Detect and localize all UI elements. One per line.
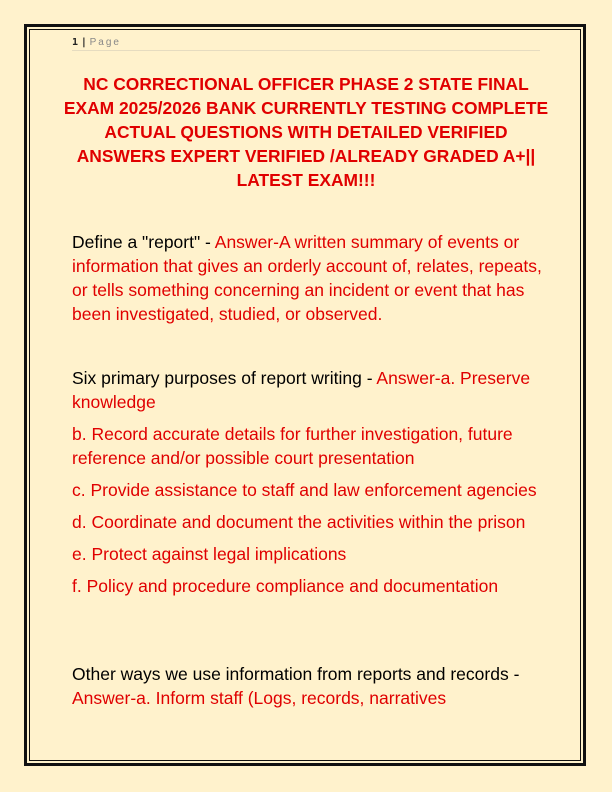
- list-item: b. Record accurate details for further investigation, future reference and/or possible court presentation: [72, 424, 513, 468]
- list-item: c. Provide assistance to staff and law enforcement agencies: [72, 480, 537, 500]
- answer: Answer-a. Inform staff (Logs, records, narratives: [72, 688, 447, 708]
- question: Six primary purposes of report writing -: [72, 368, 377, 388]
- question: Define a "report" -: [72, 232, 215, 252]
- page-number: 1: [72, 37, 79, 48]
- list-item: f. Policy and procedure compliance and documentation: [72, 576, 499, 596]
- page-header: [72, 37, 540, 51]
- answer: Answer-a. Preserve knowledge: [72, 368, 531, 412]
- question: Other ways we use information from reports and records -: [72, 664, 520, 684]
- answer: Answer-A written summary of events or information that gives an orderly account of, relates, repeats, or tells something concerning an incident or event that has been investigated, studied, or observed.: [72, 232, 542, 324]
- qa-item-report-definition: [72, 230, 552, 326]
- document-title: NC CORRECTIONAL OFFICER PHASE 2 STATE FINAL EXAM 2025/2026 BANK CURRENTLY TESTING COMPLETE ACTUAL QUESTIONS WITH DETAILED VERIFIED ANSWERS EXPERT VERIFIED /ALREADY GRADED A+|| LATEST EXAM!!!: [63, 74, 549, 190]
- qa-item-report-uses: [72, 662, 552, 710]
- qa-item-report-purposes: [72, 366, 552, 598]
- page-separator: |: [80, 37, 87, 48]
- list-item: d. Coordinate and document the activities within the prison: [72, 512, 526, 532]
- page-label: Page: [89, 37, 121, 48]
- list-item: e. Protect against legal implications: [72, 544, 347, 564]
